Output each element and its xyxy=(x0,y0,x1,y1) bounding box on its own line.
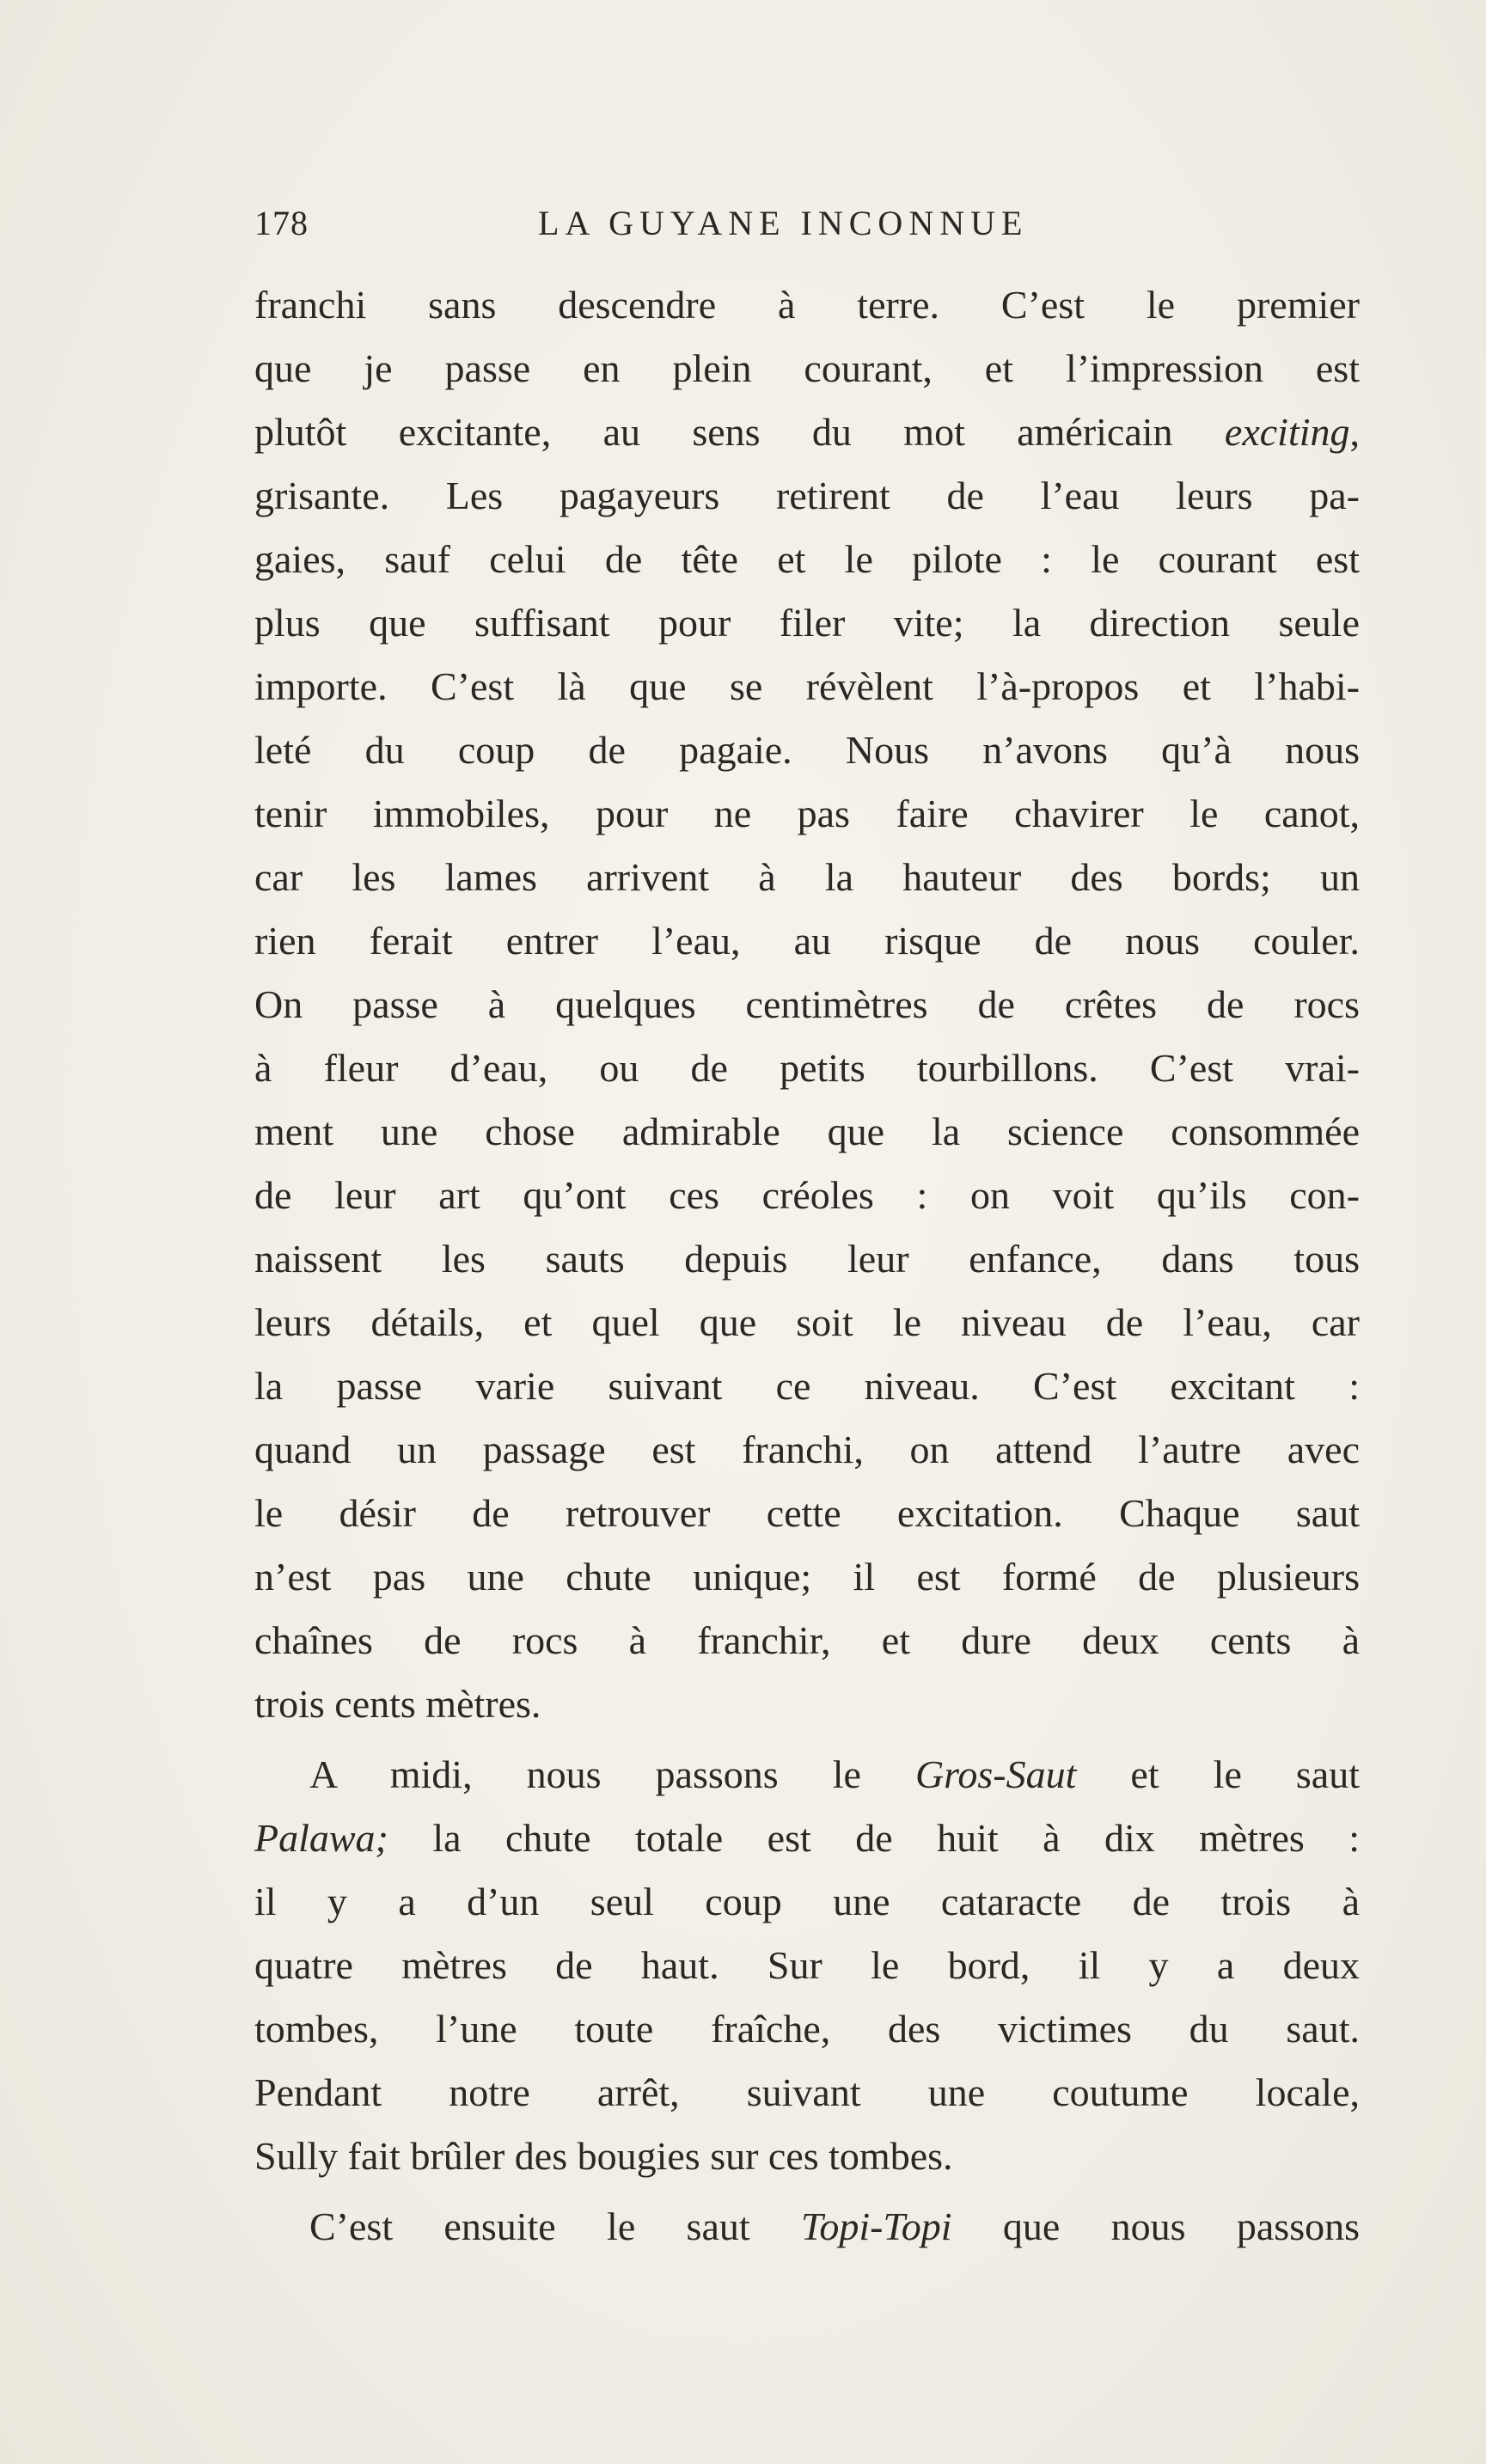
text-line: Pendant notre arrêt, suivant une coutume locale, xyxy=(254,2070,1360,2114)
text-line: importe. C’est là que se révèlent l’à-propos et l’habi- xyxy=(254,664,1360,708)
text-line: plus que suffisant pour filer vite; la direction seule xyxy=(254,601,1360,645)
text-line: la passe varie suivant ce niveau. C’est excitant : xyxy=(254,1364,1360,1408)
text-line: On passe à quelques centimètres de crêtes de rocs xyxy=(254,982,1360,1026)
text-line: leté du coup de pagaie. Nous n’avons qu’à nous xyxy=(254,728,1360,772)
italic-word: Gros-Saut xyxy=(914,1752,1077,1796)
text-line: Sully fait brûler des bougies sur ces tombes. xyxy=(254,2134,953,2178)
text-line: tenir immobiles, pour ne pas faire chavirer le canot, xyxy=(254,792,1360,835)
running-title: LA GUYANE INCONNUE xyxy=(538,204,1029,242)
text-span: plutôt excitante, au sens du mot américain xyxy=(254,410,1173,454)
text-line xyxy=(254,2195,1360,2259)
page-number: 178 xyxy=(254,204,309,242)
text-line: grisante. Les pagayeurs retirent de l’eau leurs pa- xyxy=(254,474,1360,517)
text-line: n’est pas une chute unique; il est formé de plusieurs xyxy=(254,1555,1360,1599)
italic-word: Palawa; xyxy=(254,1816,388,1860)
text-line xyxy=(254,1743,1360,1807)
text-line: gaies, sauf celui de tête et le pilote : le courant est xyxy=(254,537,1360,581)
text-span: la chute totale est de huit à dix mètres : xyxy=(432,1816,1360,1860)
text-line: quand un passage est franchi, on attend l’autre avec xyxy=(254,1428,1360,1471)
text-span: et le saut xyxy=(1130,1752,1360,1796)
text-line: à fleur d’eau, ou de petits tourbillons. C’est vrai- xyxy=(254,1046,1360,1090)
text-line: ment une chose admirable que la science consommée xyxy=(254,1110,1360,1153)
text-line: tombes, l’une toute fraîche, des victimes du saut. xyxy=(254,2007,1360,2051)
text-span: , xyxy=(1349,410,1360,454)
text-span: A midi, nous passons le xyxy=(309,1752,861,1796)
text-line: naissent les sauts depuis leur enfance, dans tous xyxy=(254,1237,1360,1281)
text-line: le désir de retrouver cette excitation. Chaque saut xyxy=(254,1491,1360,1535)
text-line: leurs détails, et quel que soit le niveau de l’eau, car xyxy=(254,1300,1360,1344)
text-line: quatre mètres de haut. Sur le bord, il y a deux xyxy=(254,1943,1360,1987)
text-line: il y a d’un seul coup une cataracte de trois à xyxy=(254,1880,1360,1923)
italic-word: Topi-Topi xyxy=(800,2204,952,2248)
text-line: rien ferait entrer l’eau, au risque de nous couler. xyxy=(254,919,1360,963)
text-line: trois cents mètres. xyxy=(254,1682,541,1726)
text-span: C’est ensuite le saut xyxy=(309,2204,750,2248)
text-line: de leur art qu’ont ces créoles : on voit qu’ils con- xyxy=(254,1173,1360,1217)
body-text xyxy=(254,273,1360,2259)
running-head xyxy=(254,203,1360,254)
text-line: franchi sans descendre à terre. C’est le premier xyxy=(254,283,1360,327)
text-line xyxy=(254,400,1360,464)
text-line: car les lames arrivent à la hauteur des bords; un xyxy=(254,855,1360,899)
text-line xyxy=(254,1807,1360,1870)
italic-word: exciting xyxy=(1224,410,1350,454)
text-span: que nous passons xyxy=(1002,2204,1360,2248)
text-line: que je passe en plein courant, et l’impression est xyxy=(254,346,1360,390)
text-line: chaînes de rocs à franchir, et dure deux cents à xyxy=(254,1618,1360,1662)
